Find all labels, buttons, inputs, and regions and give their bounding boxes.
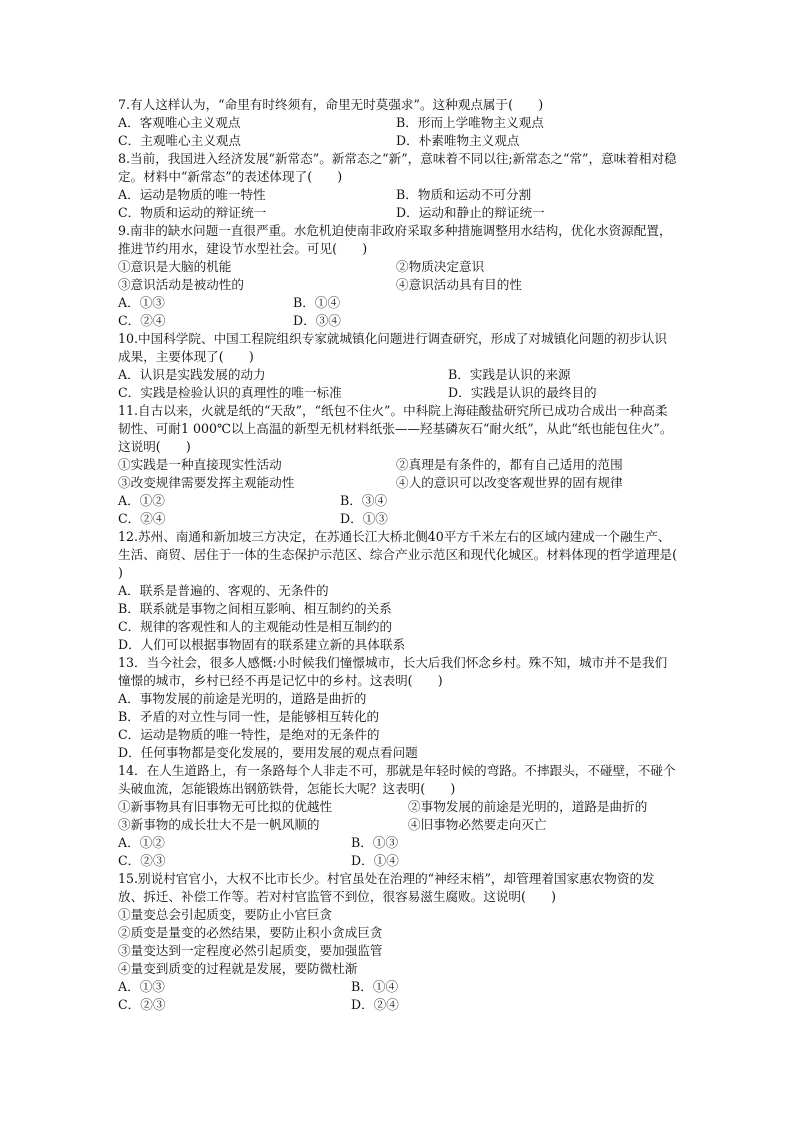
statement-4: ④旧事物必然要走向灭亡 bbox=[408, 817, 547, 832]
question-stem: 11.自古以来，火就是纸的“天敌”，“纸包不住火”。中科院上海硅酸盐研究所已成功合成出一种高柔韧性、可耐1 000℃以上高温的新型无机材料纸张——羟基磷灰石“耐火纸”，从此“纸也能包住火”。这说明( ) bbox=[118, 403, 673, 454]
option-d: D．③④ bbox=[293, 313, 341, 328]
option-row bbox=[118, 492, 678, 510]
option-row bbox=[118, 996, 678, 1014]
question-stem: 15.别说村官官小，大权不比市长少。村官虽处在治理的“神经末梢”，却管理着国家惠农物资的发放、拆迁、补偿工作等。若对村官监管不到位，很容易滋生腐败。这说明( ) bbox=[118, 871, 655, 904]
question-14 bbox=[118, 762, 678, 870]
statement-2: ②质变是量变的必然结果，要防止积小贪成巨贪 bbox=[118, 925, 383, 940]
exam-page bbox=[118, 96, 703, 1014]
question-stem: 12.苏州、南通和新加坡三方决定，在苏通长江大桥北侧40平方千米左右的区域内建成一个融生产、生活、商贸、居住于一体的生态保护示范区、综合产业示范区和现代化城区。材料体现的哲学道理是( ) bbox=[118, 529, 703, 580]
option-c: C．实践是检验认识的真理性的唯一标准 bbox=[118, 385, 342, 400]
option-a: A．事物发展的前途是光明的，道路是曲折的 bbox=[118, 691, 367, 706]
option-d: D．①③ bbox=[340, 511, 388, 526]
option-row bbox=[118, 312, 678, 330]
option-a: A．①② bbox=[118, 835, 165, 850]
question-15 bbox=[118, 870, 678, 1014]
question-stem: 7.有人这样认为，“命里有时终须有，命里无时莫强求”。这种观点属于( ) bbox=[118, 97, 544, 112]
option-a: A．联系是普遍的、客观的、无条件的 bbox=[118, 583, 329, 598]
option-b: B．①④ bbox=[293, 295, 341, 310]
question-9 bbox=[118, 222, 678, 330]
option-row bbox=[118, 384, 678, 402]
option-row bbox=[118, 204, 678, 222]
statement-4: ④人的意识可以改变客观世界的固有规律 bbox=[396, 475, 623, 490]
option-row bbox=[118, 834, 678, 852]
option-d: D．②④ bbox=[351, 997, 399, 1012]
statement-3: ③量变达到一定程度必然引起质变，要加强监管 bbox=[118, 943, 383, 958]
option-row bbox=[118, 978, 678, 996]
question-11 bbox=[118, 402, 678, 528]
option-row bbox=[118, 132, 678, 150]
option-d: D．任何事物都是变化发展的，要用发展的观点看问题 bbox=[118, 745, 418, 760]
question-10 bbox=[118, 330, 678, 402]
option-b: B．实践是认识的来源 bbox=[448, 367, 571, 382]
option-b: B．③④ bbox=[340, 493, 388, 508]
option-b: B．①③ bbox=[351, 835, 399, 850]
option-d: D．人们可以根据事物固有的联系建立新的具体联系 bbox=[118, 637, 406, 652]
question-8 bbox=[118, 150, 678, 222]
statement-row bbox=[118, 474, 678, 492]
option-row bbox=[118, 366, 678, 384]
option-a: A．①③ bbox=[118, 295, 165, 310]
question-13 bbox=[118, 654, 678, 762]
statement-3: ③改变规律需要发挥主观能动性 bbox=[118, 475, 295, 490]
option-b: B．物质和运动不可分割 bbox=[396, 187, 532, 202]
option-b: B．联系就是事物之间相互影响、相互制约的关系 bbox=[118, 601, 392, 616]
question-stem: 9.南非的缺水问题一直很严重。水危机迫使南非政府采取多种措施调整用水结构，优化水资源配置，推进节约用水，建设节水型社会。可见( ) bbox=[118, 223, 672, 256]
question-stem: 8.当前，我国进入经济发展“新常态”。新常态之“新”，意味着不同以往;新常态之“常”，意味着相对稳定。材料中“新常态”的表述体现了( ) bbox=[118, 151, 677, 184]
statement-1: ①实践是一种直接现实性活动 bbox=[118, 457, 282, 472]
question-stem: 13．当今社会，很多人感慨:小时候我们憧憬城市，长大后我们怀念乡村。殊不知，城市并不是我们憧憬的城市，乡村已经不再是记忆中的乡村。这表明( ) bbox=[118, 655, 668, 688]
option-a: A．①② bbox=[118, 493, 165, 508]
option-a: A．认识是实践发展的动力 bbox=[118, 367, 266, 382]
statement-3: ③意识活动是被动性的 bbox=[118, 277, 244, 292]
option-c: C．主观唯心主义观点 bbox=[118, 133, 241, 148]
statement-1: ①量变总会引起质变，要防止小官巨贪 bbox=[118, 907, 333, 922]
question-12 bbox=[118, 528, 703, 654]
option-c: C．规律的客观性和人的主观能动性是相互制约的 bbox=[118, 619, 393, 634]
statement-2: ②物质决定意识 bbox=[396, 259, 485, 274]
statement-1: ①意识是大脑的机能 bbox=[118, 259, 232, 274]
option-a: A．运动是物质的唯一特性 bbox=[118, 187, 266, 202]
statement-row bbox=[118, 258, 678, 276]
statement-row bbox=[118, 798, 678, 816]
option-c: C．②④ bbox=[118, 511, 166, 526]
question-stem: 10.中国科学院、中国工程院组织专家就城镇化问题进行调查研究，形成了对城镇化问题的初步认识成果，主要体现了( ) bbox=[118, 331, 667, 364]
option-d: D．朴素唯物主义观点 bbox=[396, 133, 520, 148]
option-c: C．②④ bbox=[118, 313, 166, 328]
question-stem: 14．在人生道路上，有一条路每个人非走不可，那就是年轻时候的弯路。不摔跟头，不碰壁，不碰个头破血流，怎能锻炼出钢筋铁骨，怎能长大呢？这表明( ) bbox=[118, 763, 676, 796]
option-b: B．形而上学唯物主义观点 bbox=[396, 115, 544, 130]
statement-row bbox=[118, 456, 678, 474]
option-b: B．矛盾的对立性与同一性，是能够相互转化的 bbox=[118, 709, 380, 724]
question-7 bbox=[118, 96, 678, 150]
statement-2: ②事物发展的前途是光明的，道路是曲折的 bbox=[408, 799, 648, 814]
option-d: D．实践是认识的最终目的 bbox=[448, 385, 597, 400]
statement-3: ③新事物的成长壮大不是一帆风顺的 bbox=[118, 817, 320, 832]
option-row bbox=[118, 852, 678, 870]
option-c: C．物质和运动的辩证统一 bbox=[118, 205, 267, 220]
option-a: A．客观唯心主义观点 bbox=[118, 115, 241, 130]
option-row bbox=[118, 114, 678, 132]
statement-2: ②真理是有条件的，都有自己适用的范围 bbox=[396, 457, 623, 472]
option-c: C．运动是物质的唯一特性，是绝对的无条件的 bbox=[118, 727, 380, 742]
statement-4: ④意识活动具有目的性 bbox=[396, 277, 522, 292]
option-c: C．②③ bbox=[118, 997, 166, 1012]
statement-4: ④量变到质变的过程就是发展，要防微杜渐 bbox=[118, 961, 358, 976]
statement-1: ①新事物具有旧事物无可比拟的优越性 bbox=[118, 799, 333, 814]
option-b: B．①④ bbox=[351, 979, 399, 994]
option-a: A．①③ bbox=[118, 979, 165, 994]
option-row bbox=[118, 294, 678, 312]
statement-row bbox=[118, 816, 678, 834]
option-row bbox=[118, 186, 678, 204]
option-d: D．①④ bbox=[351, 853, 399, 868]
option-c: C．②③ bbox=[118, 853, 166, 868]
statement-row bbox=[118, 276, 678, 294]
option-d: D．运动和静止的辩证统一 bbox=[396, 205, 545, 220]
option-row bbox=[118, 510, 678, 528]
